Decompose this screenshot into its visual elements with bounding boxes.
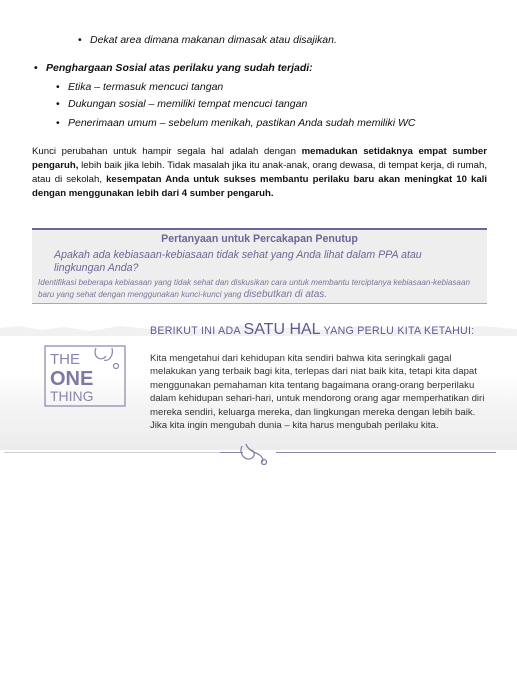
paragraph-bold: memadukan setidaknya empat sumber pengaruh, — [32, 146, 487, 171]
social-item — [56, 117, 415, 129]
social-heading — [34, 62, 313, 74]
paragraph-bold: kesempatan Anda untuk sukses membantu perilaku baru akan meningkat 10 kali dengan menggunakan lebih dari 4 sumber pengaruh. — [32, 174, 488, 199]
bullet-dot: • — [56, 81, 60, 93]
bullet-food-area — [78, 34, 337, 46]
key-paragraph — [32, 145, 487, 201]
closing-question-title: Pertanyaan untuk Percakapan Penutup — [161, 233, 358, 245]
headline-pre: BERIKUT INI ADA — [150, 325, 244, 337]
bullet-dot: • — [78, 34, 82, 46]
note-text: Identifikasi beberapa kebiasaan yang tidak sehat dan diskusikan cara untuk membantu terciptanya kebiasaan-kebiasaan baru yang sehat dengan menggunakan kunci-kunci yang — [38, 278, 470, 299]
closing-question-note — [38, 277, 483, 300]
bullet-dot: • — [34, 62, 38, 74]
social-item — [56, 98, 307, 110]
one-thing-logo — [44, 344, 128, 408]
divider-right — [276, 452, 496, 453]
logo-text-the: THE — [50, 351, 80, 368]
bullet-dot: • — [56, 98, 60, 110]
logo-text-thing: THING — [50, 388, 94, 404]
divider-left — [4, 452, 220, 453]
box-top-rule — [32, 228, 487, 230]
social-item-text: Penerimaan umum – sebelum menikah, pastikan Anda sudah memiliki WC — [68, 117, 416, 129]
social-item — [56, 81, 223, 93]
one-thing-headline — [150, 322, 500, 339]
stethoscope-icon — [234, 442, 274, 466]
closing-question-text: Apakah ada kebiasaan-kebiasaan tidak sehat yang Anda lihat dalam PPA atau lingkungan Anda? — [54, 249, 422, 274]
logo-text-one: ONE — [50, 368, 94, 390]
closing-question-box — [32, 228, 487, 304]
bullet-dot: • — [56, 117, 60, 129]
headline-post: YANG PERLU KITA KETAHUI: — [320, 325, 475, 337]
bullet-text: Dekat area dimana makanan dimasak atau disajikan. — [90, 34, 337, 46]
social-item-text: Etika – termasuk mencuci tangan — [68, 81, 224, 93]
social-item-text: Dukungan sosial – memiliki tempat mencuci tangan — [68, 98, 308, 110]
stethoscope-icon — [95, 348, 112, 360]
note-text-end: disebutkan di atas. — [243, 288, 328, 300]
one-thing-body: Kita mengetahui dari kehidupan kita sendiri bahwa kita seringkali gagal melakukan yang terbaik bagi kita, terlepas dari niat baik kita, tetapi kita dapat menggunakan pemahaman kita tentang bagaimana orang-orang berperilaku dalam kehidupan sehari-hari, untuk mendorong orang agar memperhatikan diri mereka sendiri, keluarga mereka, dan lingkungan mereka dengan lebih baik. Jika kita ingin mengubah dunia – kita harus mengubah perilaku kita. — [150, 353, 485, 432]
paragraph-text: lebih baik jika lebih. Tidak masalah jika itu anak-anak, orang dewasa, di tempat kerja, di rumah, atau di sekolah, — [32, 160, 487, 185]
paragraph-text: Kunci perubahan untuk hampir segala hal adalah dengan — [32, 146, 302, 157]
social-heading-text: Penghargaan Sosial atas perilaku yang sudah terjadi: — [46, 62, 313, 74]
box-bottom-rule — [32, 303, 487, 304]
headline-big: SATU HAL — [243, 321, 321, 338]
